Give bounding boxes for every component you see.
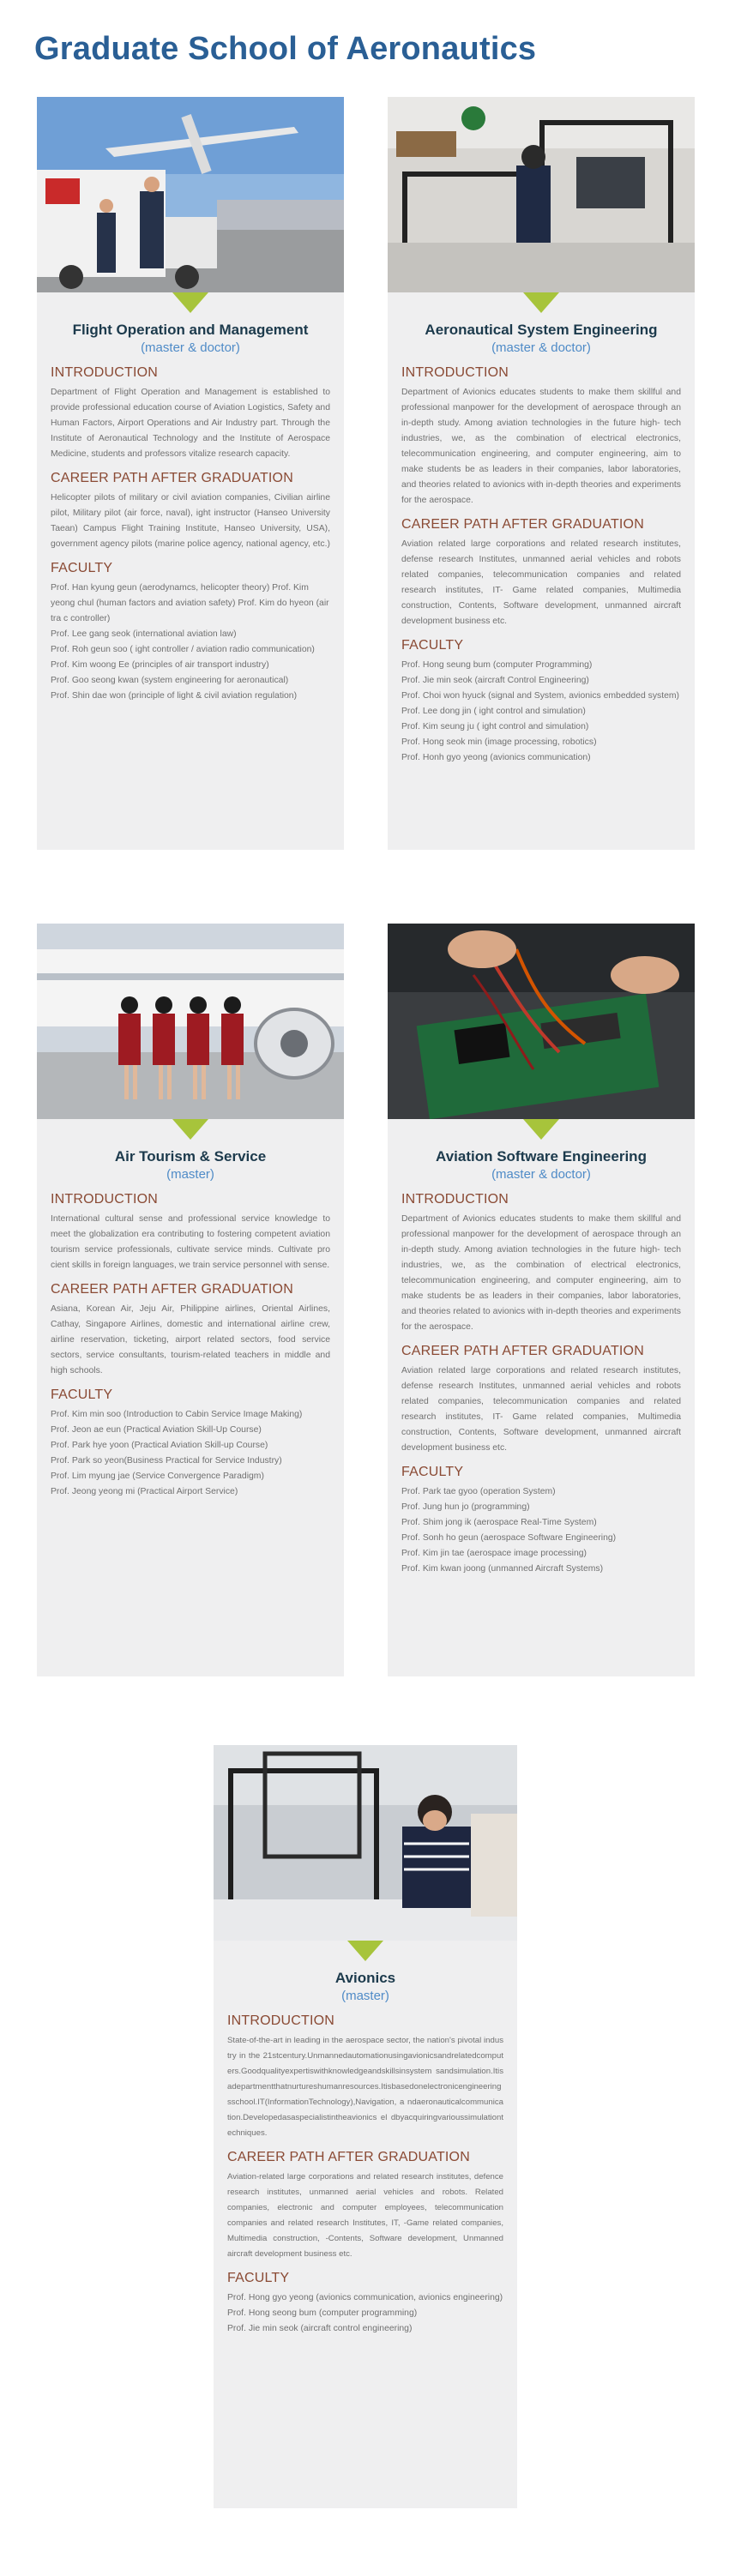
faculty-heading: FACULTY — [51, 561, 113, 575]
program-degree: (master & doctor) — [491, 1167, 591, 1182]
career-text: Aviation related large corporations and related research institutes, defense research Institutes, unmanned aerial vehicles and robots related companies, telecommunication companies and related research institutes, IT- Game related companies, Multimedia construction, Contents, Software development, unmanned aircraft development business etc. — [401, 539, 681, 626]
faculty-item: Prof. Park hye yoon (Practical Aviation Skill-up Course) — [51, 1441, 268, 1450]
program-card-avionics — [214, 1745, 517, 2508]
section-pointer-arrow — [523, 292, 559, 313]
section-pointer-arrow — [172, 292, 208, 313]
faculty-list — [401, 658, 681, 766]
faculty-item: Prof. Park so yeon(Business Practical for Service Industry) — [51, 1456, 282, 1466]
intro-heading: INTRODUCTION — [227, 2013, 335, 2028]
program-card-aviation-software — [388, 924, 695, 1676]
program-card-aeronautical-system — [388, 97, 695, 850]
faculty-list — [51, 581, 330, 704]
program-degree: (master) — [341, 1989, 389, 2003]
program-name: Aviation Software Engineering — [436, 1148, 647, 1165]
career-text: Aviation-related large corporations and related research institutes, defence research institutes, unmanned aerial vehicles and robots. Related companies, electronic and computer employees, telecommunication companies and related research Institutes, IT, -Game related companies, Multimedia construction, -Contents, Software development, Unmanned aircraft development business etc. — [227, 2172, 503, 2259]
intro-heading: INTRODUCTION — [51, 1192, 159, 1207]
faculty-item: Prof. Hong seok min (image processing, robotics) — [401, 737, 597, 747]
faculty-item: Prof. Shin dae won (principle of light & civil aviation regulation) — [51, 691, 298, 701]
faculty-item: Prof. Kim kwan joong (unmanned Aircraft Systems) — [401, 1564, 604, 1574]
photo-pilot-with-drone — [37, 97, 344, 292]
faculty-list — [401, 1484, 681, 1577]
faculty-list — [227, 2290, 503, 2337]
faculty-heading: FACULTY — [227, 2271, 290, 2285]
program-card-air-tourism — [37, 924, 344, 1676]
faculty-item: Prof. Lim myung jae (Service Convergence Paradigm) — [51, 1472, 264, 1481]
faculty-item: Prof. Hong gyo yeong (avionics communication, avionics engineering) — [227, 2293, 503, 2302]
faculty-item: Prof. Kim woong Ee (principles of air transport industry) — [51, 660, 269, 670]
section-pointer-arrow — [347, 1941, 383, 1961]
faculty-heading: FACULTY — [401, 1465, 464, 1479]
faculty-heading: FACULTY — [401, 638, 464, 653]
photo-flight-attendants — [37, 924, 344, 1119]
photo-lab-equipment — [388, 97, 695, 292]
intro-text: State-of-the-art in leading in the aerospace sector, the nation's pivotal industry in the 21stcentury.Unmannedautomationusingavionicsandrelatedcomputers.Goodqualityexpertiswithknowledgeandskillsinsystem sandsimulation.Itisadepartmentthatnurtureshumanresources.Itisbasedonelectronicengineeringsschool.IT(InformationTechnology),Navigation, a ndaeronauticalcommunication.Developedasaspecialistintheavionics el dbyacquiringvarioussimulationtechniques. — [227, 2036, 503, 2138]
program-card-flight-operation — [37, 97, 344, 850]
faculty-item: Prof. Jie min seok (aircraft Control Engineering) — [401, 676, 589, 685]
intro-text: Department of Avionics educates students to make them skillful and professional manpower for the development of aerospace through an in-depth study. Among aviation technologies in the future high- tech industries, we, as the combination of electrical electronics, telecommunication engineering, and computer engineering, aim to make students be as leaders in their companies, labor laboratories, and theories related to avionics with in-depth theories and experiments for the aerospace. — [401, 388, 681, 505]
faculty-item: Prof. Choi won hyuck (signal and System, avionics embedded system) Prof. Lee dong jin ( ight control and simulation) — [401, 691, 679, 716]
career-text: Aviation related large corporations and related research institutes, defense research Institutes, unmanned aerial vehicles and robots related companies, telecommunication companies and related research institutes, IT- Game related companies, Multimedia construction, Contents, Software development, unmanned aircraft development business etc. — [401, 1366, 681, 1453]
intro-heading: INTRODUCTION — [401, 1192, 509, 1207]
faculty-item: Prof. Kim seung ju ( ight control and simulation) — [401, 722, 589, 731]
intro-heading: INTRODUCTION — [401, 365, 509, 380]
section-pointer-arrow — [523, 1119, 559, 1140]
intro-text: Department of Avionics educates students to make them skillful and professional manpower for the development of aerospace through an in-depth study. Among aviation technologies in the future high- tech industries, we, as the combination of electrical electronics, telecommunication engineering, and computer engineering, aim to make students be as leaders in their companies, labor laboratories, and theories related to avionics with in-depth theories and experiments for the aerospace. — [401, 1214, 681, 1332]
career-heading: CAREER PATH AFTER GRADUATION — [401, 517, 644, 532]
career-heading: CAREER PATH AFTER GRADUATION — [227, 2150, 470, 2164]
program-name: Aeronautical System Engineering — [425, 322, 658, 338]
program-degree: (master & doctor) — [141, 340, 240, 355]
photo-student-at-workbench — [214, 1745, 517, 1941]
faculty-item: Prof. Jie min seok (aircraft control engineering) — [227, 2324, 413, 2333]
faculty-item: Prof. Park tae gyoo (operation System) — [401, 1487, 556, 1496]
career-heading: CAREER PATH AFTER GRADUATION — [51, 1282, 293, 1297]
faculty-item: Prof. Kim jin tae (aerospace image processing) — [401, 1549, 587, 1558]
faculty-heading: FACULTY — [51, 1387, 113, 1402]
faculty-item: Prof. Honh gyo yeong (avionics communication) — [401, 753, 591, 762]
program-degree: (master & doctor) — [491, 340, 591, 355]
career-heading: CAREER PATH AFTER GRADUATION — [401, 1344, 644, 1358]
intro-text: Department of Flight Operation and Management is established to provide professional education course of Aviation Logistics, Safety and Human Factors, Airport Operations and Air Industry part. Through the Institute of Aeronautical Technology and the Institute of Aerospace Medicine, students and professors vitalize research capacity. — [51, 388, 330, 459]
faculty-item: Prof. Shim jong ik (aerospace Real-Time System) — [401, 1518, 597, 1527]
faculty-item: Prof. Hong seung bum (computer Programming) — [401, 660, 593, 670]
career-text: Helicopter pilots of military or civil aviation companies, Civilian airline pilot, Military pilot (air force, naval), ight instructor (Hanseo University Taean) Campus Flight Training Institute, Hanseo University, USA), government agency pilots (marine police agency, national agency, etc.) — [51, 493, 330, 549]
faculty-item: Prof. Roh geun soo ( ight controller / aviation radio communication) — [51, 645, 315, 654]
faculty-item: Prof. Lee gang seok (international aviation law) — [51, 629, 237, 639]
program-name: Avionics — [334, 1970, 396, 1986]
faculty-list — [51, 1407, 330, 1500]
program-name: Flight Operation and Management — [72, 322, 309, 338]
faculty-item: Prof. Sonh ho geun (aerospace Software Engineering) — [401, 1533, 617, 1543]
faculty-item: Prof. Hong seong bum (computer programming) — [227, 2308, 418, 2318]
photo-circuit-board — [388, 924, 695, 1119]
intro-heading: INTRODUCTION — [51, 365, 159, 380]
intro-text: International cultural sense and professional service knowledge to meet the globalization era contributing to fostering competent aviation tourism service professionals, cultivate service minds. Cultivate pro cient skills in foreign languages, we train service personnel with sense. — [51, 1214, 330, 1270]
program-name: Air Tourism & Service — [114, 1148, 267, 1165]
faculty-item: Prof. Kim min soo (Introduction to Cabin Service Image Making) — [51, 1410, 303, 1419]
career-text: Asiana, Korean Air, Jeju Air, Philippine airlines, Oriental Airlines, Cathay, Singapore Airlines, domestic and international airline crew, airline reservation, ticketing, airport related sectors, food service sectors, service consultants, tourism-related teachers in middle and high schools. — [51, 1304, 330, 1375]
faculty-item: Prof. Jung hun jo (programming) — [401, 1502, 530, 1512]
faculty-item: Prof. Jeon ae eun (Practical Aviation Skill-Up Course) — [51, 1425, 262, 1435]
page-title: Graduate School of Aeronautics — [34, 31, 537, 67]
faculty-item: Prof. Goo seong kwan (system engineering for aeronautical) — [51, 676, 289, 685]
faculty-item: Prof. Han kyung geun (aerodynamcs, helicopter theory) Prof. Kim yeong chul (human factors and aviation safety) Prof. Kim do hyeon (air tra c controller) — [51, 583, 329, 623]
section-pointer-arrow — [172, 1119, 208, 1140]
program-degree: (master) — [166, 1167, 214, 1182]
career-heading: CAREER PATH AFTER GRADUATION — [51, 471, 293, 485]
faculty-item: Prof. Jeong yeong mi (Practical Airport Service) — [51, 1487, 238, 1496]
